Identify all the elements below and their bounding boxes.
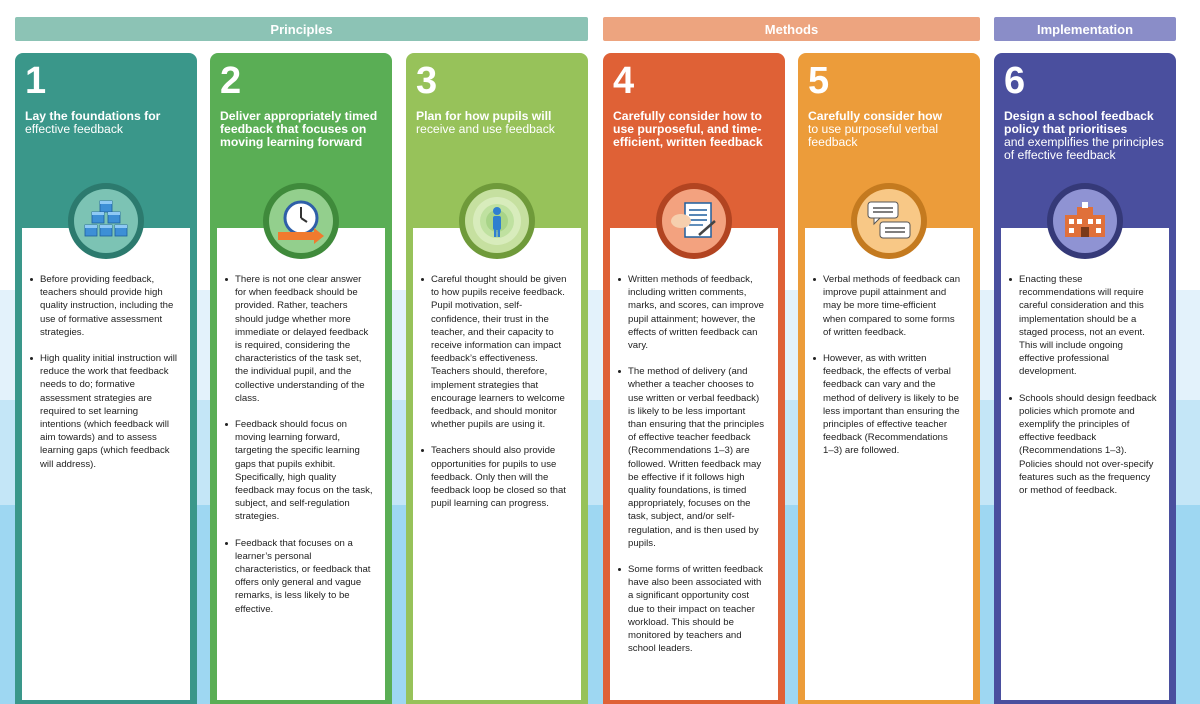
bullet-item: The method of delivery (and whether a teacher chooses to use written or verbal feedback) is likely to be less important than ensuring that the principles of effective teacher feedback (Recommendations 1–3) are followed. Written feedback may be effective if it follows high quality foundations, is timed appropriately, focuses on the task, subject, and/or self-regulation, and is then used by pupils. [628, 366, 764, 549]
icon-ring [68, 183, 144, 259]
recommendation-card-1 [15, 53, 197, 704]
card-number: 6 [1004, 60, 1026, 102]
card-number: 5 [808, 60, 830, 102]
bullet-item: Careful thought should be given to how pupils receive feedback. Pupil motivation, self-confidence, their trust in the teacher, and their capacity to receive information can impact feedback’s effectiveness. Teachers should, therefore, implement strategies that encourage learners to welcome feedback, and should monitor whether pupils are using it. [431, 273, 569, 431]
icon-ring [263, 183, 339, 259]
card-number: 1 [25, 60, 47, 102]
icon-ring [851, 183, 927, 259]
recommendation-card-5 [798, 53, 980, 704]
card-body [217, 228, 385, 700]
card-number: 2 [220, 60, 242, 102]
implementation-band: Implementation [994, 17, 1176, 41]
card-body [1001, 228, 1169, 700]
bullet-item: Feedback that focuses on a learner’s personal characteristics, or feedback that offers only general and vague remarks, is less likely to be effective. [235, 537, 373, 616]
card-title: Plan for how pupils will receive and use feedback [416, 109, 555, 136]
recommendation-card-2 [210, 53, 392, 704]
card-body [610, 228, 778, 700]
card-body [413, 228, 581, 700]
bullet-item: Schools should design feedback policies which promote and exemplify the principles of effective feedback (Recommendations 1–3). Policies should not over-specify features such as the frequency or method of feedback. [1019, 392, 1157, 497]
card-title: Lay the foundations for effective feedback [25, 109, 161, 136]
bullet-item: Feedback should focus on moving learning forward, targeting the specific learning gaps that pupils exhibit. Specifically, high quality feedback may focus on the task, subject, and self-regulation strategies. [235, 419, 373, 523]
card-title: Deliver appropriately timed feedback that focuses on moving learning forward [220, 109, 378, 149]
card-number: 3 [416, 60, 438, 102]
bullet-item: Before providing feedback, teachers should provide high quality instruction, including the use of formative assessment strategies. [40, 273, 178, 339]
icon-ring [656, 183, 732, 259]
methods-band: Methods [603, 17, 980, 41]
card-number: 4 [613, 60, 635, 102]
bullet-item: Written methods of feedback, including written comments, marks, and scores, can improve pupil attainment; however, the effects of written feedback can vary. [628, 273, 766, 352]
icon-ring [459, 183, 535, 259]
bullet-item: Teachers should also provide opportunities for pupils to use feedback. Only then will the feedback loop be closed so that pupil learning can progress. [431, 444, 569, 510]
bullet-item: Enacting these recommendations will require careful consideration and this implementation should be a staged process, not an event. This will include ongoing effective professional development. [1019, 273, 1157, 379]
recommendation-card-4 [603, 53, 785, 704]
written-document-icon [662, 189, 726, 253]
bullet-item: There is not one clear answer for when feedback should be provided. Rather, teachers should judge whether more immediate or delayed feedback is required, considering the characteristics of the task set, the individual pupil, and the collective understanding of the class. [235, 273, 373, 405]
bullet-item: Some forms of written feedback have also been associated with a significant opportunity cost due to their impact on teacher workload. This should be monitored by teachers and school leaders. [628, 563, 766, 655]
bullet-item: High quality initial instruction will reduce the work that feedback needs to do; formative assessment strategies are required to set learning intentions (which feedback will aim towards) and to assess learning gaps (which feedback will address). [40, 353, 178, 470]
speech-bubbles-icon [857, 189, 921, 253]
bullet-item: However, as with written feedback, the effects of verbal feedback can vary and the method of delivery is likely to be less important than ensuring the principles of effective teacher feedback (Recommendations 1–3) are followed. [823, 353, 960, 457]
clock-arrow-icon [269, 189, 333, 253]
recommendation-card-6 [994, 53, 1176, 704]
card-title: Design a school feedback policy that prioritises and exemplifies the principles of effective feedback [1004, 109, 1164, 162]
pupil-icon [465, 189, 529, 253]
card-title: Carefully consider how to use purposeful, and time-efficient, written feedback [613, 109, 763, 149]
recommendation-card-3 [406, 53, 588, 704]
principles-band: Principles [15, 17, 588, 41]
icon-ring [1047, 183, 1123, 259]
card-body [805, 228, 973, 700]
school-building-icon [1053, 189, 1117, 253]
card-title: Carefully consider how to use purposeful verbal feedback [808, 109, 943, 149]
card-body [22, 228, 190, 700]
cubes-icon [74, 189, 138, 253]
bullet-item: Verbal methods of feedback can improve pupil attainment and may be more time-efficient when compared to some forms of written feedback. [823, 274, 961, 338]
